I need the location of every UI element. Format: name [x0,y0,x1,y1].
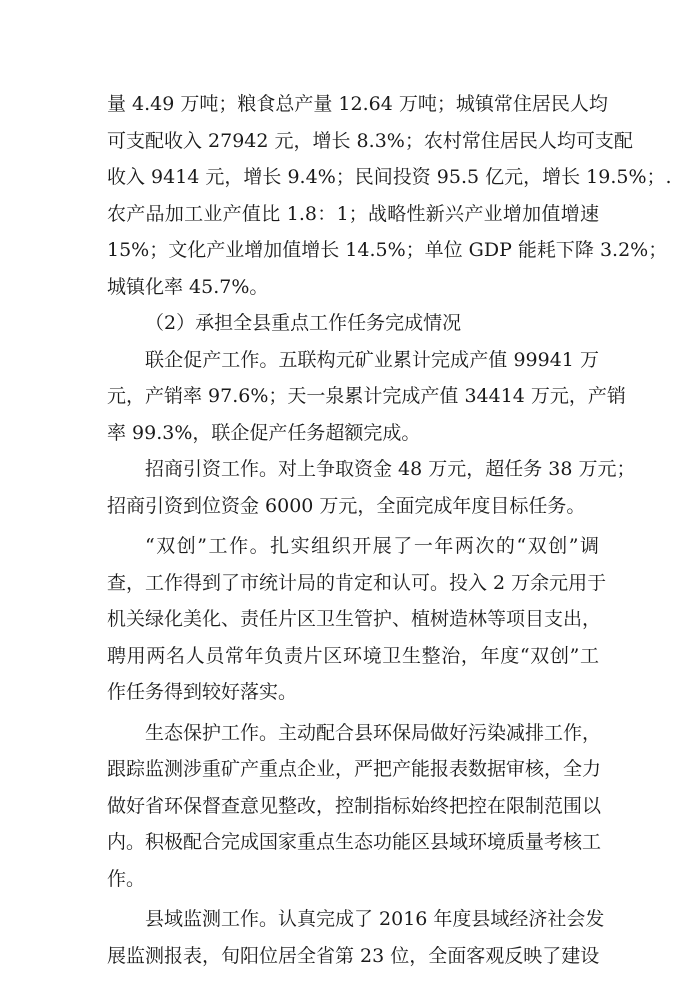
paragraph-line: 机关绿化美化、责任片区卫生管护、植树造林等项目支出， [107,608,602,630]
paragraph-line: 15%；文化产业增加值增长 14.5%；单位 GDP 能耗下降 3.2%； [107,239,668,261]
paragraph-shuangchuang [107,528,607,711]
paragraph-line: 可支配收入 27942 元，增长 8.3%；农村常住居民人均可支配 [107,129,633,152]
paragraph-line: 收入 9414 元，增长 9.4%；民间投资 95.5 亿元，增长 19.5%；. [107,166,672,188]
paragraph-zhaoshang [107,451,636,524]
paragraph-line: 量 4.49 万吨；粮食总产量 12.64 万吨；城镇常住居民人均 [107,93,608,115]
paragraph-line: 展监测报表，旬阳位居全省第 23 位，全面客观反映了建设 [107,944,600,967]
paragraph-line: 招商引资到位资金 6000 万元，全面完成年度目标任务。 [107,494,586,517]
paragraph-line: 作。 [107,867,146,890]
paragraph-line: 联企促产工作。五联构元矿业累计完成产值 99941 万 [145,348,599,371]
paragraph-line: 聘用两名人员常年负责片区环境卫生整治，年度“双创”工 [107,644,599,667]
paragraph-line: 作任务得到较好落实。 [107,681,298,703]
paragraph-line: 内。积极配合完成国家重点生态功能区县域环境质量考核工 [107,831,602,853]
paragraph-statistics [107,86,672,305]
paragraph-line: “双创”工作。扎实组织开展了一年两次的“双创”调 [145,535,599,557]
paragraph-line: 做好省环保督查意见整改，控制指标始终把控在限制范围以 [107,794,602,817]
paragraph-lianqi [107,342,626,452]
paragraph-line: 生态保护工作。主动配合县环保局做好污染减排工作， [145,721,602,744]
paragraph-line: 元，产销率 97.6%；天一泉累计完成产值 34414 万元，产销 [107,385,626,407]
section-heading: （2）承担全县重点工作任务完成情况 [145,312,462,334]
document-body [107,86,672,974]
paragraph-line: 查，工作得到了市统计局的肯定和认可。投入 2 万余元用于 [107,571,607,594]
paragraph-line: 跟踪监测涉重矿产重点企业，严把产能报表数据审核，全力 [107,758,602,780]
paragraph-line: 招商引资工作。对上争取资金 48 万元，超任务 38 万元； [145,458,636,480]
paragraph-line: 农产品加工业产值比 1.8：1；战略性新兴产业增加值增速 [107,202,599,225]
paragraph-line: 城镇化率 45.7%。 [107,275,269,298]
paragraph-shengtai [107,715,602,898]
paragraph-jiance [107,901,605,974]
paragraph-line: 率 99.3%，联企促产任务超额完成。 [107,421,421,444]
paragraph-line: 县域监测工作。认真完成了 2016 年度县域经济社会发 [145,908,605,930]
